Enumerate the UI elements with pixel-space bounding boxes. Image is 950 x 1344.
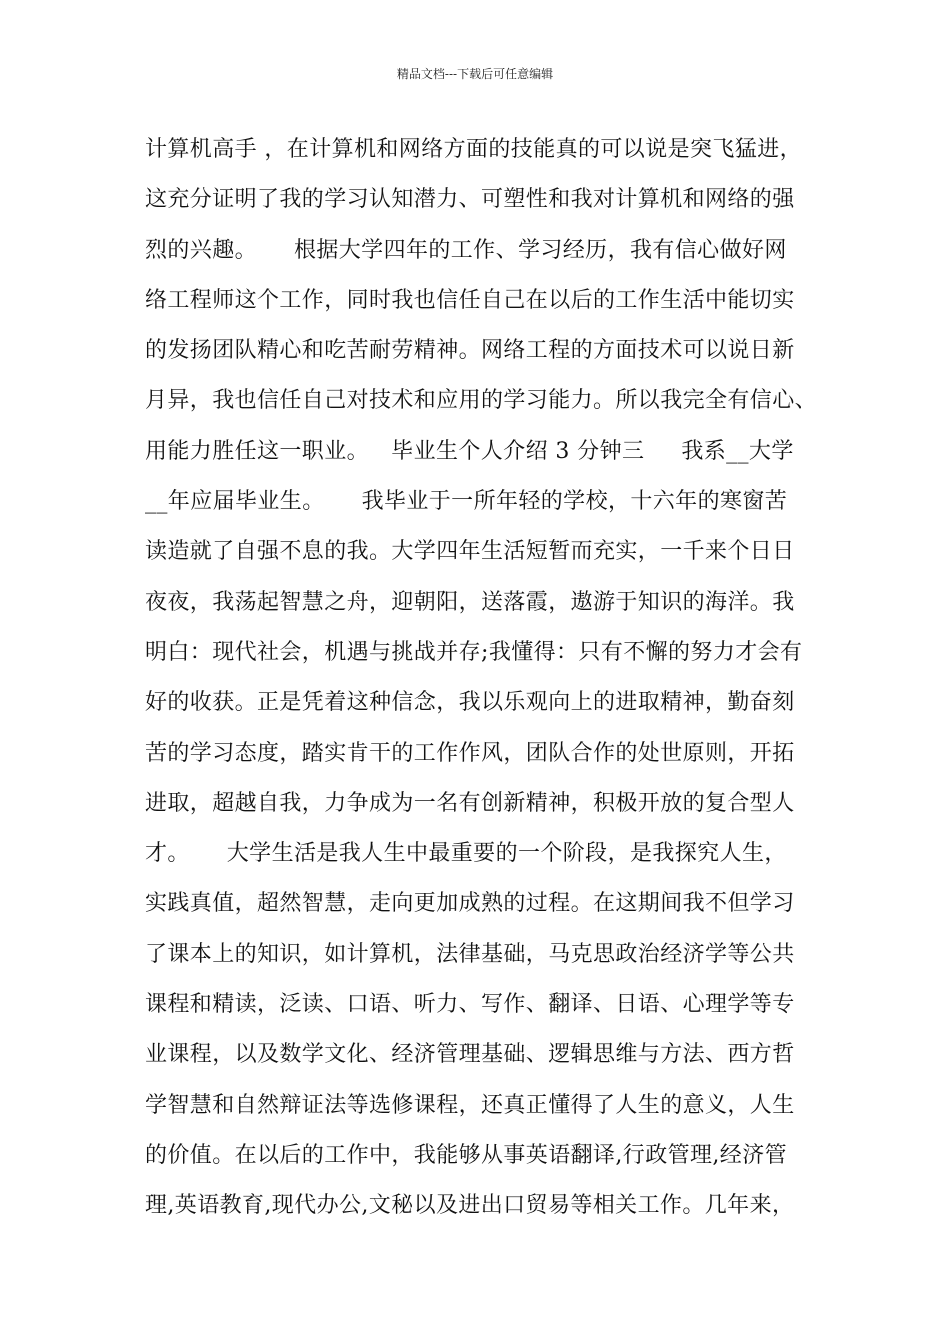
text-line: 进取，超越自我，力争成为一名有创新精神，积极开放的复合型人	[145, 790, 795, 816]
text-line: 读造就了自强不息的我。大学四年生活短暂而充实，一千来个日日	[145, 539, 795, 565]
text-line: 实践真值，超然智慧，走向更加成熟的过程。在这期间我不但学习	[145, 891, 795, 917]
text-line: 理,英语教育,现代办公,文秘以及进出口贸易等相关工作。几年来，	[145, 1193, 795, 1219]
text-line: 苦的学习态度，踏实肯干的工作作风，团队合作的处世原则，开拓	[145, 740, 795, 766]
text-line: __年应届毕业生。 我毕业于一所年轻的学校，十六年的寒窗苦	[145, 489, 788, 515]
text-line: 好的收获。正是凭着这种信念，我以乐观向上的进取精神，勤奋刻	[145, 690, 795, 716]
text-line: 夜夜，我荡起智慧之舟，迎朝阳，送落霞，遨游于知识的海洋。我	[145, 589, 795, 615]
text-line: 络工程师这个工作，同时我也信任自己在以后的工作生活中能切实	[145, 287, 795, 313]
page-header: 精品文档---下载后可任意编辑	[396, 67, 554, 81]
text-line: 烈的兴趣。 根据大学四年的工作、学习经历，我有信心做好网	[145, 237, 787, 263]
body-text	[145, 130, 818, 1237]
text-line: 学智慧和自然辩证法等选修课程，还真正懂得了人生的意义，人生	[145, 1092, 795, 1118]
text-line: 的发扬团队精心和吃苦耐劳精神。网络工程的方面技术可以说日新	[145, 338, 795, 364]
text-line: 课程和精读，泛读、口语、听力、写作、翻译、日语、心理学等专	[145, 992, 795, 1018]
text-line: 的价值。在以后的工作中，我能够从事英语翻译,行政管理,经济管	[145, 1142, 787, 1168]
text-line: 才。 大学生活是我人生中最重要的一个阶段，是我探究人生，	[145, 841, 787, 867]
text-line: 这充分证明了我的学习认知潜力、可塑性和我对计算机和网络的强	[145, 187, 795, 213]
text-line: 月异，我也信任自己对技术和应用的学习能力。所以我完全有信心、	[145, 388, 818, 414]
text-line: 了课本上的知识，如计算机，法律基础，马克思政治经济学等公共	[145, 941, 795, 967]
text-line: 用能力胜任这一职业。 毕业生个人介绍 3 分钟三 我系__大学	[145, 438, 794, 464]
text-line: 业课程，以及数学文化、经济管理基础、逻辑思维与方法、西方哲	[145, 1042, 795, 1068]
text-line: 明白：现代社会，机遇与挑战并存;我懂得：只有不懈的努力才会有	[145, 639, 803, 665]
text-line: 计算机高手 ，在计算机和网络方面的技能真的可以说是突飞猛进，	[145, 137, 802, 162]
